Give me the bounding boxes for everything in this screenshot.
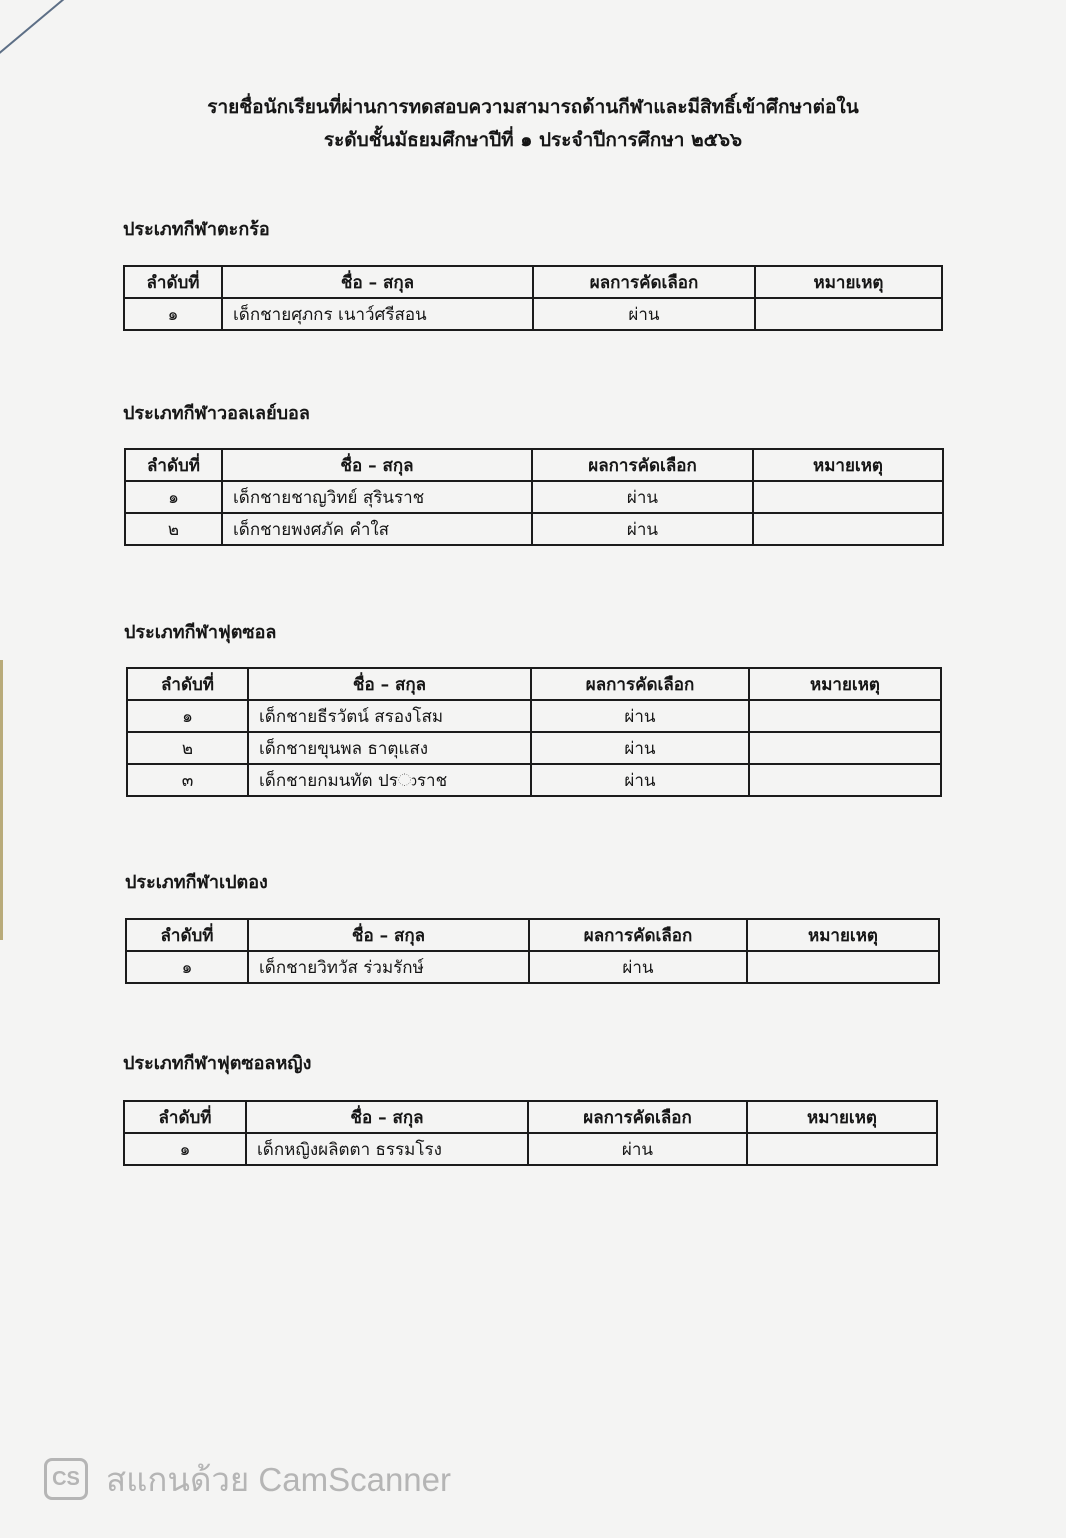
table-takraw bbox=[123, 265, 943, 331]
cell-result: ผ่าน bbox=[532, 481, 753, 513]
cell-remark bbox=[747, 1133, 937, 1165]
table-row bbox=[125, 513, 943, 545]
cell-remark bbox=[755, 298, 942, 330]
header-result: ผลการคัดเลือก bbox=[529, 919, 747, 951]
cell-result: ผ่าน bbox=[529, 951, 747, 983]
cell-name: เด็กหญิงผลิตตา ธรรมโรง bbox=[246, 1133, 528, 1165]
header-remark: หมายเหตุ bbox=[755, 266, 942, 298]
cell-remark bbox=[747, 951, 939, 983]
table-row bbox=[124, 298, 942, 330]
header-name: ชื่อ – สกุล bbox=[222, 449, 532, 481]
table-header-row bbox=[124, 1101, 937, 1133]
cell-order: ๒ bbox=[125, 513, 222, 545]
header-result: ผลการคัดเลือก bbox=[531, 668, 749, 700]
header-result: ผลการคัดเลือก bbox=[532, 449, 753, 481]
header-order: ลำดับที่ bbox=[127, 668, 248, 700]
section-heading-womens-futsal: ประเภทกีฬาฟุตซอลหญิง bbox=[123, 1053, 312, 1074]
table-row bbox=[127, 732, 941, 764]
table-header-row bbox=[127, 668, 941, 700]
cell-result: ผ่าน bbox=[533, 298, 755, 330]
header-result: ผลการคัดเลือก bbox=[528, 1101, 747, 1133]
table-row bbox=[124, 1133, 937, 1165]
header-order: ลำดับที่ bbox=[125, 449, 222, 481]
table-row bbox=[125, 481, 943, 513]
camscanner-watermark bbox=[44, 1454, 451, 1504]
table-futsal bbox=[126, 667, 942, 797]
table-row bbox=[127, 764, 941, 796]
cell-result: ผ่าน bbox=[531, 764, 749, 796]
table-volleyball bbox=[124, 448, 944, 546]
scan-edge-line bbox=[0, 0, 136, 62]
cell-result: ผ่าน bbox=[531, 732, 749, 764]
cell-remark bbox=[753, 513, 943, 545]
cell-order: ๑ bbox=[125, 481, 222, 513]
cell-result: ผ่าน bbox=[531, 700, 749, 732]
header-name: ชื่อ – สกุล bbox=[246, 1101, 528, 1133]
cell-name: เด็กชายชาญวิทย์ สุรินราช bbox=[222, 481, 532, 513]
header-order: ลำดับที่ bbox=[124, 1101, 246, 1133]
section-heading-volleyball: ประเภทกีฬาวอลเลย์บอล bbox=[123, 403, 310, 424]
cell-name: เด็กชายขุนพล ธาตุแสง bbox=[248, 732, 531, 764]
cell-name: เด็กชายธีรวัตน์ สรองโสม bbox=[248, 700, 531, 732]
cell-order: ๑ bbox=[124, 1133, 246, 1165]
scan-edge-shadow bbox=[0, 660, 3, 940]
header-name: ชื่อ – สกุล bbox=[248, 668, 531, 700]
section-heading-petanque: ประเภทกีฬาเปตอง bbox=[125, 872, 268, 893]
cell-order: ๑ bbox=[124, 298, 222, 330]
document-subtitle: ระดับชั้นมัธยมศึกษาปีที่ ๑ ประจำปีการศึกษา ๒๕๖๖ bbox=[323, 129, 743, 151]
cell-remark bbox=[749, 732, 941, 764]
table-womens-futsal bbox=[123, 1100, 938, 1166]
cell-result: ผ่าน bbox=[532, 513, 753, 545]
header-result: ผลการคัดเลือก bbox=[533, 266, 755, 298]
header-name: ชื่อ – สกุล bbox=[222, 266, 533, 298]
header-order: ลำดับที่ bbox=[126, 919, 248, 951]
cell-name: เด็กชายวิทวัส ร่วมรักษ์ bbox=[248, 951, 529, 983]
header-remark: หมายเหตุ bbox=[749, 668, 941, 700]
header-remark: หมายเหตุ bbox=[747, 919, 939, 951]
cell-order: ๓ bbox=[127, 764, 248, 796]
cell-name: เด็กชายกมนทัต ปรාราช bbox=[248, 764, 531, 796]
table-header-row bbox=[125, 449, 943, 481]
header-name: ชื่อ – สกุล bbox=[248, 919, 529, 951]
cell-order: ๑ bbox=[126, 951, 248, 983]
cell-order: ๒ bbox=[127, 732, 248, 764]
section-heading-futsal: ประเภทกีฬาฟุตซอล bbox=[124, 622, 277, 643]
watermark-text: สแกนด้วย CamScanner bbox=[106, 1460, 452, 1498]
section-heading-takraw: ประเภทกีฬาตะกร้อ bbox=[123, 219, 270, 240]
cell-remark bbox=[749, 764, 941, 796]
cell-order: ๑ bbox=[127, 700, 248, 732]
table-header-row bbox=[124, 266, 942, 298]
table-header-row bbox=[126, 919, 939, 951]
cell-result: ผ่าน bbox=[528, 1133, 747, 1165]
cell-remark bbox=[753, 481, 943, 513]
header-remark: หมายเหตุ bbox=[753, 449, 943, 481]
table-row bbox=[126, 951, 939, 983]
table-row bbox=[127, 700, 941, 732]
cell-name: เด็กชายศุภกร เนาว์ศรีสอน bbox=[222, 298, 533, 330]
cell-remark bbox=[749, 700, 941, 732]
camscanner-logo-icon: CS bbox=[44, 1458, 88, 1500]
header-remark: หมายเหตุ bbox=[747, 1101, 937, 1133]
cell-name: เด็กชายพงศภัค คำใส bbox=[222, 513, 532, 545]
header-order: ลำดับที่ bbox=[124, 266, 222, 298]
table-petanque bbox=[125, 918, 940, 984]
document-title: รายชื่อนักเรียนที่ผ่านการทดสอบความสามารถด้านกีฬาและมีสิทธิ์เข้าศึกษาต่อใน bbox=[207, 96, 859, 118]
